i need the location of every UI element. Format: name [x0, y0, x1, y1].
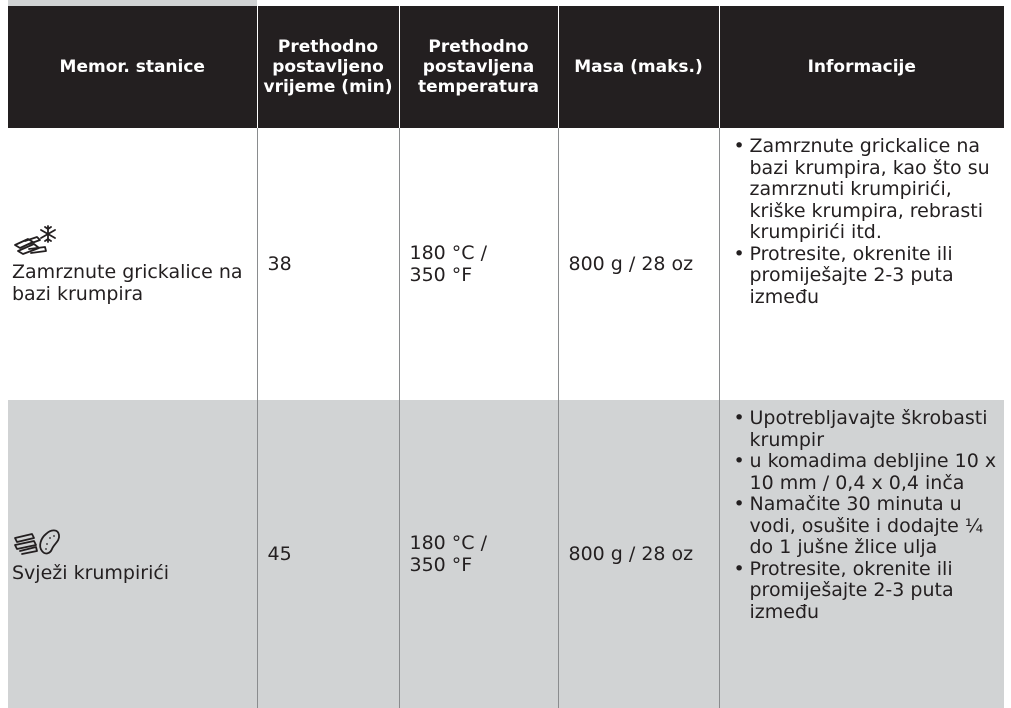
- station-cell: [8, 400, 257, 708]
- presets-table: [8, 6, 1004, 708]
- fresh-fries-icon: [12, 524, 247, 558]
- table-row: [8, 400, 1004, 708]
- info-item: • Namačite 30 minuta u vodi, osušite i dodajte ¼ do 1 jušne žlice ulja: [728, 494, 999, 559]
- header-time: Prethodno postavljeno vrijeme (min): [257, 6, 399, 128]
- frozen-fries-icon: [12, 223, 247, 257]
- temperature-fahrenheit: 350 °F: [409, 264, 473, 286]
- time-cell: 38: [257, 128, 399, 400]
- info-item: • u komadima debljine 10 x 10 mm / 0,4 x 0,4 inča: [728, 451, 999, 494]
- temperature-cell: [399, 400, 558, 708]
- info-item: • Protresite, okrenite ili promiješajte 2-3 puta između: [728, 559, 999, 624]
- station-cell: [8, 128, 257, 400]
- table-row: [8, 128, 1004, 400]
- header-mass: Masa (maks.): [558, 6, 719, 128]
- info-item: • Protresite, okrenite ili promiješajte 2-3 puta između: [728, 244, 999, 309]
- station-name: Zamrznute grickalice na bazi krumpira: [12, 261, 243, 305]
- temperature-cell: [399, 128, 558, 400]
- mass-cell: 800 g / 28 oz: [558, 400, 719, 708]
- info-cell: [719, 400, 1004, 708]
- header-station: Memor. stanice: [8, 6, 257, 128]
- info-item: • Upotrebljavajte škrobasti krumpir: [728, 408, 999, 451]
- info-cell: [719, 128, 1004, 400]
- temperature-fahrenheit: 350 °F: [409, 554, 473, 576]
- header-temperature: Prethodno postavljena temperatura: [399, 6, 558, 128]
- header-info: Informacije: [719, 6, 1004, 128]
- temperature-celsius: 180 °C /: [409, 242, 488, 264]
- info-list: [728, 136, 999, 308]
- station-name: Svježi krumpirići: [12, 562, 170, 584]
- mass-cell: 800 g / 28 oz: [558, 128, 719, 400]
- time-cell: 45: [257, 400, 399, 708]
- info-list: [728, 408, 999, 623]
- temperature-celsius: 180 °C /: [409, 532, 488, 554]
- info-item: • Zamrznute grickalice na bazi krumpira, kao što su zamrznuti krumpirići, kriške krumpira, rebrasti krumpirići itd.: [728, 136, 999, 244]
- header-row: [8, 6, 1004, 128]
